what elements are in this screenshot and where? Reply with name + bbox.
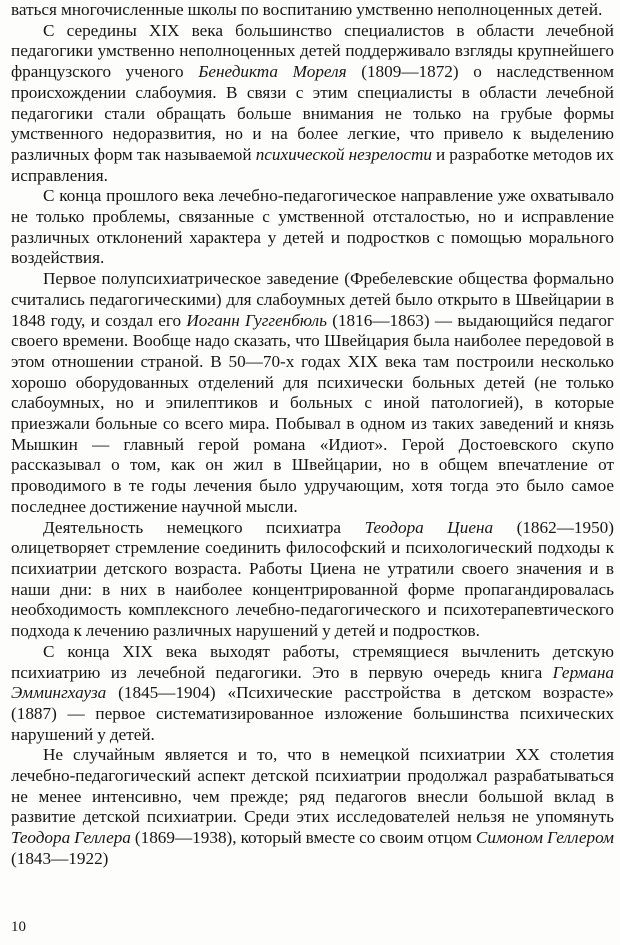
paragraph-6-text-b: (1869—1938), который вместе со своим отцом [130, 828, 476, 848]
term-psychic-immaturity: психической незрелости [255, 144, 432, 164]
paragraph-1-text-a: С середины XIX века большинство специалистов в области лечебной педагогики умственно неполноценных детей поддерживало взгляды крупнейшего французского ученого [11, 20, 614, 82]
text-column [11, 0, 614, 870]
paragraph-6-text-a: Не случайным является и то, что в немецкой психиатрии XX столетия лечебно-педагогический аспект детской психиатрии продолжал разрабатываться не менее интенсивно, чем прежде; ряд педагогов внесли большой вклад в развитие детской психиатрии. Среди этих исследователей нельзя не упомянуть [11, 745, 614, 827]
person-name-ziehen: Теодора Циена [364, 517, 494, 537]
person-name-guggenbuhl: Иоганн Гуггенбюль [186, 310, 327, 330]
page-number: 10 [11, 919, 26, 935]
paragraph-1-text-c: и разработке методов их исправления. [11, 144, 614, 185]
paragraph-1-text-b: (1809—1872) о наследственном происхождении слабоумия. В связи с этим специалисты в области лечебной педагогики стали обращать больше внимания не только на грубые формы умственного недоразвития, но и на более легкие, что привело к выделению различных форм так называемой [11, 62, 614, 164]
person-name-emminghaus: Германа Эммингхауза [11, 662, 614, 703]
paragraph-5-text-b: (1845—1904) «Психические расстройства в детском возрасте» (1887) — первое систематизированное изложение большинства психических нарушений у детей. [11, 683, 614, 744]
paragraph-6 [11, 745, 614, 869]
person-name-morel: Бенедикта Мореля [198, 62, 347, 82]
paragraph-0 [11, 0, 614, 21]
paragraph-1 [11, 21, 614, 187]
paragraph-4 [11, 518, 614, 642]
paragraph-6-text-c: (1843—1922) [11, 848, 109, 868]
paragraph-3 [11, 269, 614, 517]
paragraph-5 [11, 642, 614, 746]
paragraph-3-text-b: (1816—1863) — выдающийся педагог своего времени. Вообще надо сказать, что Швейцария была наиболее передовой в этом отношении страной. В 50—70-х годах XIX века там построили несколько хорошо оборудованных отделений для психически больных детей (не только слабоумных, но и эпилептиков и больных с иной патологией), в которые приезжали больные со всего мира. Побывал в одном из таких заведений и князь Мышкин — главный герой романа «Идиот». Герой Достоевского скупо рассказывал о том, как он жил в Швейцарии, но в общем впечатление от проводимого в те годы лечения было удручающим, хотя тогда это было самое последнее достижение научной мысли. [11, 310, 614, 516]
paragraph-5-text-a: С конца XIX века выходят работы, стремящиеся вычленить детскую психиатрию из лечебной педагогики. Это в первую очередь книга [11, 641, 614, 682]
paragraph-3-text-a: Первое полупсихиатрическое заведение (Фребелевские общества формально считались педагогическими) для слабоумных детей было открыто в Швейцарии в 1848 году, и создал его [11, 269, 614, 330]
paragraph-2-text: С конца прошлого века лечебно-педагогическое направление уже охватывало не только проблемы, связанные с умственной отсталостью, но и исправление различных отклонений характера у детей и подростков с помощью морального воздействия. [11, 186, 614, 268]
paragraph-0-text: ваться многочисленные школы по воспитанию умственно неполноценных детей. [11, 0, 603, 19]
paragraph-4-text-a: Деятельность немецкого психиатра [43, 517, 365, 537]
paragraph-4-text-b: (1862—1950) олицетворяет стремление соединить философский и психологический подходы к психиатрии детского возраста. Работы Циена не утратили своего значения и в наши дни: в них в наиболее концентрированной форме пропагандировалась необходимость комплексного лечебно-педагогического и психотерапевтического подхода к лечению различных нарушений у детей и подростков. [11, 517, 614, 641]
person-name-simon-heller: Симоном Геллером [475, 828, 614, 848]
paragraph-2 [11, 186, 614, 269]
person-name-theodor-heller: Теодора Геллера [11, 828, 131, 848]
